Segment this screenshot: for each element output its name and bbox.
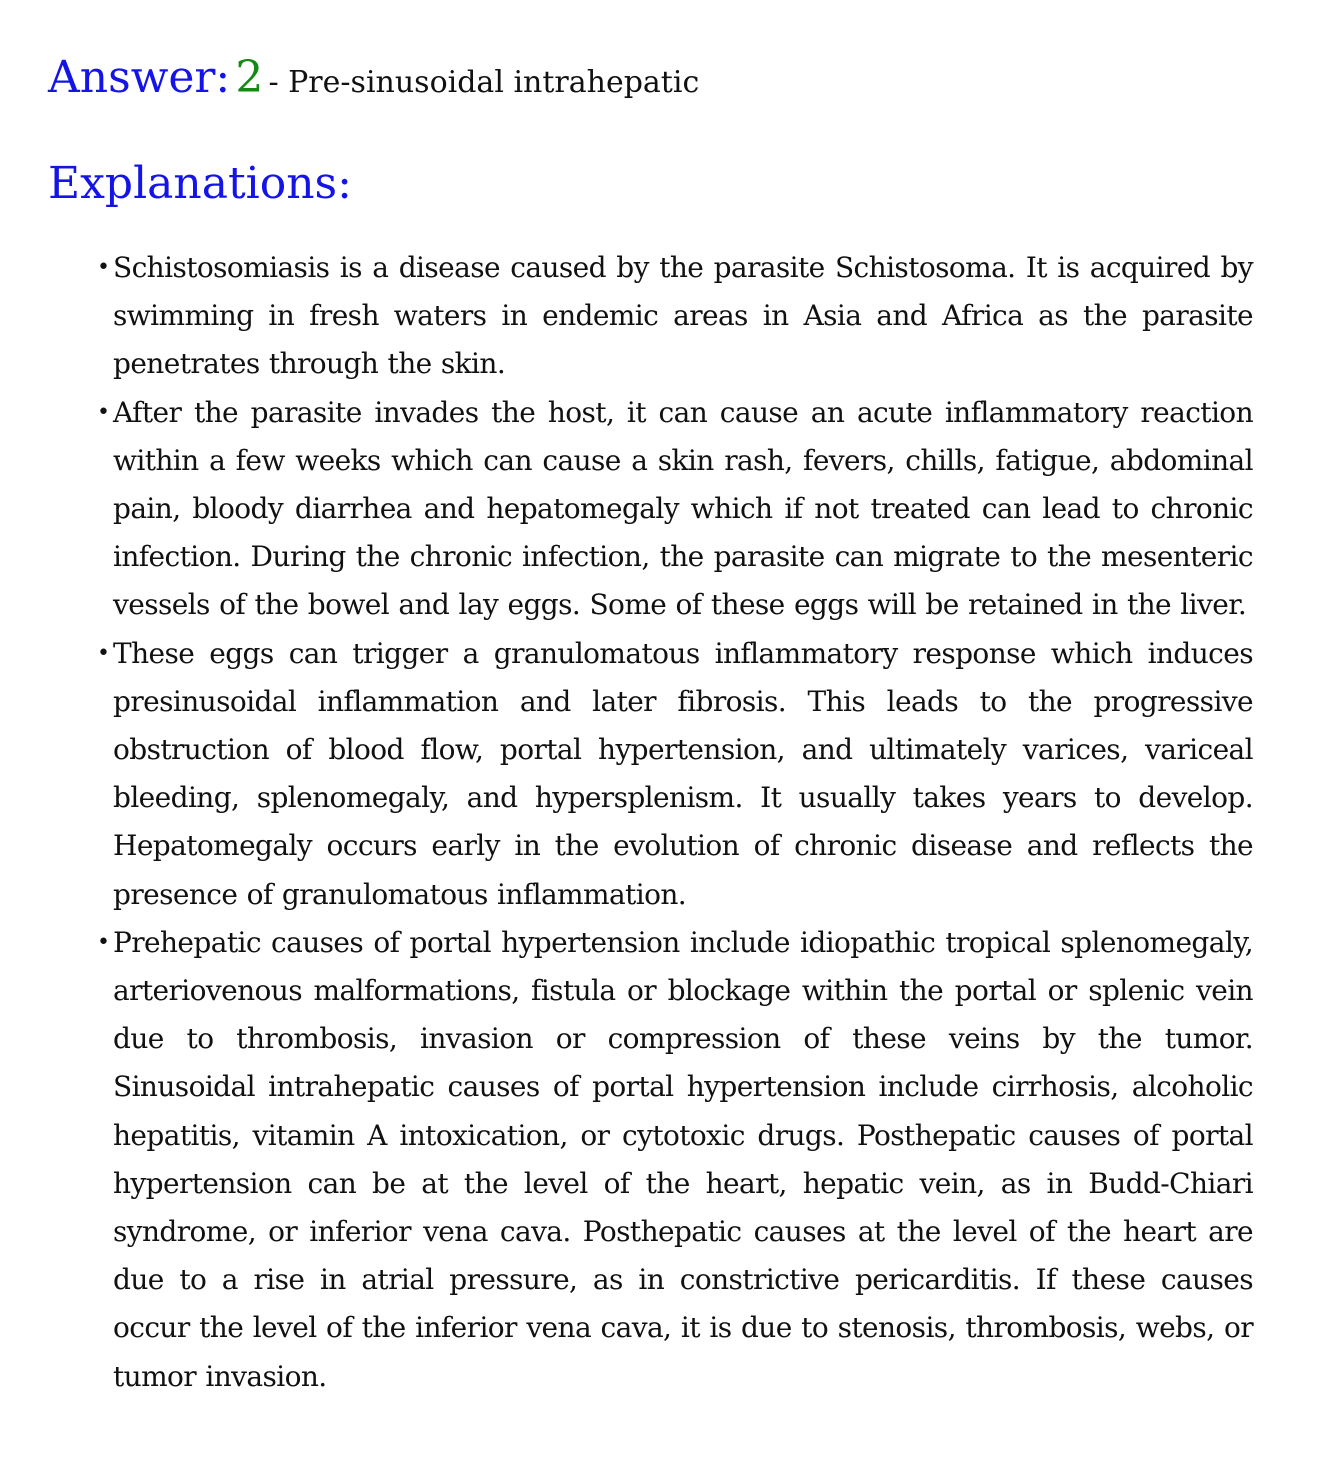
answer-text: - Pre-sinusoidal intrahepatic [268, 65, 700, 100]
answer-number: 2 [235, 52, 264, 103]
answer-line [48, 52, 699, 103]
explanations-title: Explanations: [48, 158, 352, 209]
answer-label: Answer: [48, 52, 231, 103]
explanation-item: • These eggs can trigger a granulomatous inflammatory response which induces presinusoidal inflammation and later fibrosis. This leads to the progressive obstruction of blood flow, portal hypertension, and ultimately varices, variceal bleeding, splenomegaly, and hypersplenism. It usually takes years to develop. Hepatomegaly occurs early in the evolution of chronic disease and reflects the presence of granulomatous inflammation. [113, 630, 1253, 919]
explanations-list [113, 244, 1253, 1401]
explanation-item: • Prehepatic causes of portal hypertension include idiopathic tropical splenomegaly, arteriovenous malformations, fistula or blockage within the portal or splenic vein due to thrombosis, invasion or compression of these veins by the tumor. Sinusoidal intrahepatic causes of portal hypertension include cirrhosis, alcoholic hepatitis, vitamin A intoxication, or cytotoxic drugs. Posthepatic causes of portal hypertension can be at the level of the heart, hepatic vein, as in Budd-Chiari syndrome, or inferior vena cava. Posthepatic causes at the level of the heart are due to a rise in atrial pressure, as in constrictive pericarditis. If these causes occur the level of the inferior vena cava, it is due to stenosis, thrombosis, webs, or tumor invasion. [113, 919, 1253, 1401]
explanation-item: • Schistosomiasis is a disease caused by the parasite Schistosoma. It is acquired by swimming in fresh waters in endemic areas in Asia and Africa as the parasite penetrates through the skin. [113, 244, 1253, 389]
explanation-item: • After the parasite invades the host, it can cause an acute inflammatory reaction within a few weeks which can cause a skin rash, fevers, chills, fatigue, abdominal pain, bloody diarrhea and hepatomegaly which if not treated can lead to chronic infection. During the chronic infection, the parasite can migrate to the mesenteric vessels of the bowel and lay eggs. Some of these eggs will be retained in the liver. [113, 389, 1253, 630]
